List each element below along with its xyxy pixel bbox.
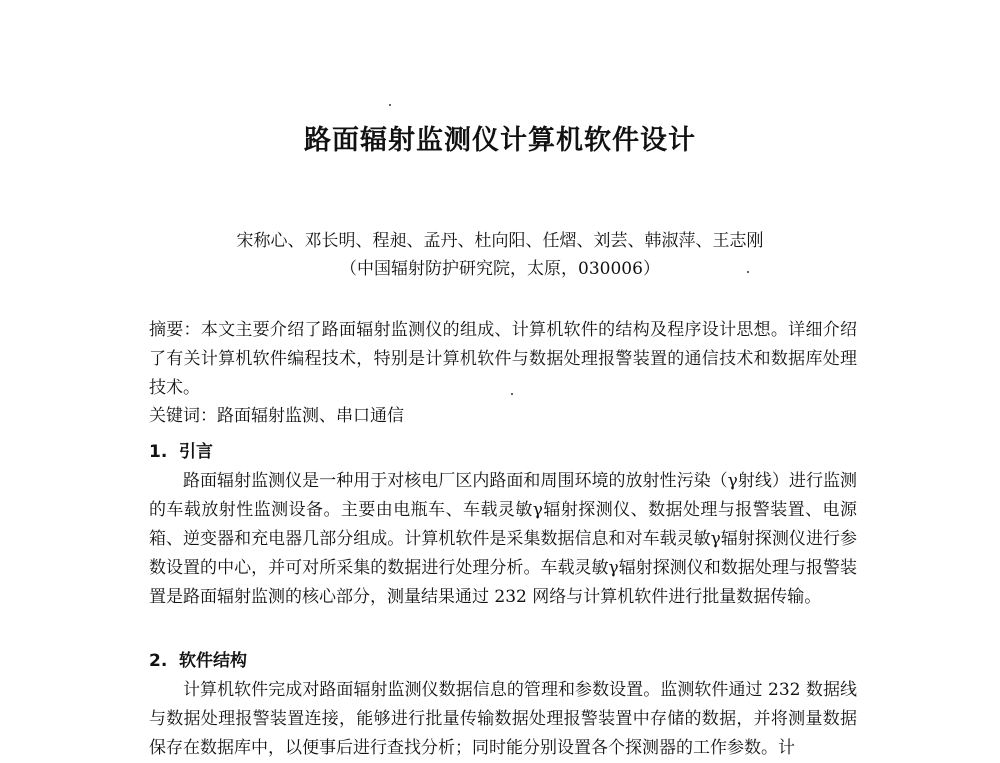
section-number: 1.	[149, 442, 168, 462]
keywords-text: 路面辐射监测、串口通信	[217, 406, 404, 426]
section-paragraph-software-structure: 计算机软件完成对路面辐射监测仪数据信息的管理和参数设置。监测软件通过 232 数据线与数据处理报警装置连接，能够进行批量传输数据处理报警装置中存储的数据，并将测量数据保存在数据库中，以便事后进行查找分析；同时能分别设置各个探测器的工作参数。计	[149, 680, 857, 758]
keywords	[149, 402, 857, 431]
section-title: 引言	[179, 442, 213, 462]
abstract-text: 本文主要介绍了路面辐射监测仪的组成、计算机软件的结构及程序设计思想。详细介绍了有关计算机软件编程技术，特别是计算机软件与数据处理报警装置的通信技术和数据库处理技术。	[149, 320, 858, 398]
abstract	[149, 316, 857, 403]
section-heading-introduction	[149, 437, 213, 462]
section-title: 软件结构	[179, 651, 247, 671]
section-paragraph-introduction: 路面辐射监测仪是一种用于对核电厂区内路面和周围环境的放射性污染（γ射线）进行监测的车载放射性监测设备。主要由电瓶车、车载灵敏γ辐射探测仪、数据处理与报警装置、电源箱、逆变器和充电器几部分组成。计算机软件是采集数据信息和对车载灵敏γ辐射探测仪进行参数设置的中心，并可对所采集的数据进行处理分析。车载灵敏γ辐射探测仪和数据处理与报警装置是路面辐射监测的核心部分，测量结果通过 232 网络与计算机软件进行批量数据传输。	[149, 471, 857, 607]
section-number: 2.	[149, 651, 168, 671]
author-list: 宋称心、邓长明、程昶、孟丹、杜向阳、任熠、刘芸、韩淑萍、王志刚	[236, 231, 764, 251]
paper-title: 路面辐射监测仪计算机软件设计	[304, 125, 696, 156]
keywords-label: 关键词：	[149, 406, 217, 426]
scan-speck	[389, 104, 391, 106]
section-heading-software-structure	[149, 646, 247, 671]
affiliation: （中国辐射防护研究院，太原，030006）	[340, 259, 660, 279]
abstract-label: 摘要：	[149, 320, 201, 340]
scan-speck	[747, 271, 749, 273]
